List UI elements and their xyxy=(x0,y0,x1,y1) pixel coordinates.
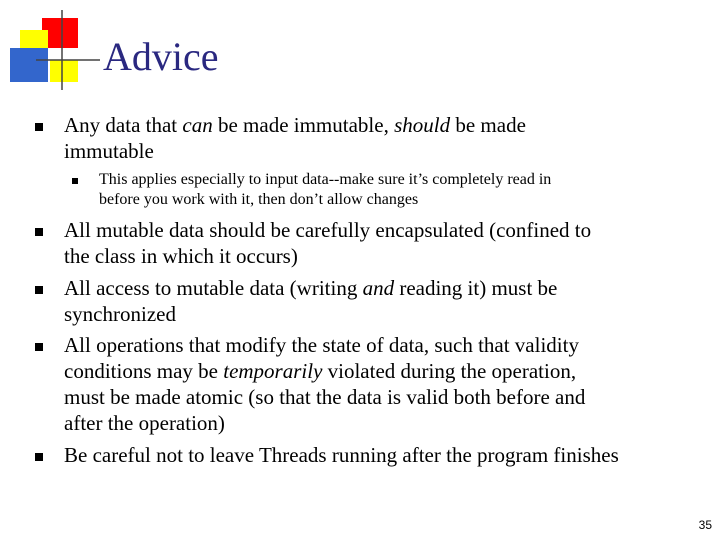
bullet-marker xyxy=(35,343,43,351)
bullet-4-emphasis: temporarily xyxy=(223,359,323,383)
bullet-4-text-end: violated during the operation, xyxy=(322,359,577,383)
bullet-marker xyxy=(35,123,43,131)
bullet-1-text: Any data that xyxy=(64,113,183,137)
bullet-2-line-2: the class in which it occurs) xyxy=(64,244,298,268)
bullet-3-emphasis: and xyxy=(362,276,395,300)
page-number: 35 xyxy=(698,518,712,532)
bullet-1-line-1 xyxy=(64,112,526,138)
bullet-3-line-1 xyxy=(64,275,557,301)
bullet-1-emphasis-can: can xyxy=(182,113,213,137)
bullet-1-text-end: be made xyxy=(450,113,526,137)
bullet-4-line-1: All operations that modify the state of data, such that validity xyxy=(64,333,579,357)
bullet-1-emphasis-should: should xyxy=(394,113,451,137)
sub-bullet-marker xyxy=(72,178,78,184)
bullet-4-line-2 xyxy=(64,358,576,384)
slide-title: Advice xyxy=(103,34,219,79)
bullet-3-text-end: reading it) must be xyxy=(394,276,558,300)
bullet-marker xyxy=(35,286,43,294)
bullet-3-line-2: synchronized xyxy=(64,302,176,326)
bullet-2-line-1: All mutable data should be carefully encapsulated (confined to xyxy=(64,218,592,242)
bullet-4-line-3: must be made atomic (so that the data is valid both before and xyxy=(64,385,586,409)
sub-bullet-line-2: before you work with it, then don’t allow changes xyxy=(99,191,419,208)
bullet-1-text-middle: be made immutable, xyxy=(212,113,395,137)
sub-bullet-line-1: This applies especially to input data--make sure it’s completely read in xyxy=(99,171,552,188)
bullet-4-text: conditions may be xyxy=(64,359,224,383)
bullet-1-line-2: immutable xyxy=(64,139,154,163)
bullet-marker xyxy=(35,453,43,461)
bullet-marker xyxy=(35,228,43,236)
bullet-3-text: All access to mutable data (writing xyxy=(64,276,363,300)
bullet-5-line-1: Be careful not to leave Threads running after the program finishes xyxy=(64,443,619,467)
bullet-4-line-4: after the operation) xyxy=(64,411,225,435)
